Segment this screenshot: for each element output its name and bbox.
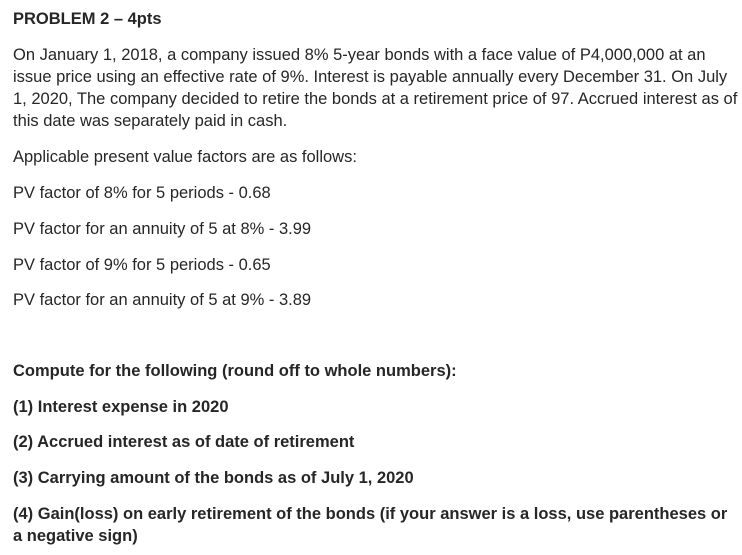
pv-factor-item: PV factor for an annuity of 5 at 8% - 3.99 [13,220,312,238]
task-item: (1) Interest expense in 2020 [13,398,229,416]
pv-factor-item: PV factor for an annuity of 5 at 9% - 3.89 [13,291,312,309]
problem-title: PROBLEM 2 – 4pts [13,10,162,28]
task-item: (4) Gain(loss) on early retirement of the bonds (if your answer is a loss, use parentheses or a negative sign) [13,505,728,545]
scenario-paragraph: On January 1, 2018, a company issued 8% 5-year bonds with a face value of P4,000,000 at an issue price using an effective rate of 9%. Interest is payable annually every December 31. On July 1, 2020, The company decided to retire the bonds at a retirement price of 97. Accrued interest as of this date was separately paid in cash. [13,46,738,130]
pv-intro: Applicable present value factors are as follows: [13,148,357,166]
pv-factor-item: PV factor of 8% for 5 periods - 0.68 [13,184,271,202]
task-item: (2) Accrued interest as of date of retirement [13,433,355,451]
pv-factor-item: PV factor of 9% for 5 periods - 0.65 [13,256,271,274]
task-item: (3) Carrying amount of the bonds as of July 1, 2020 [13,469,414,487]
instructions-heading: Compute for the following (round off to whole numbers): [13,362,457,380]
